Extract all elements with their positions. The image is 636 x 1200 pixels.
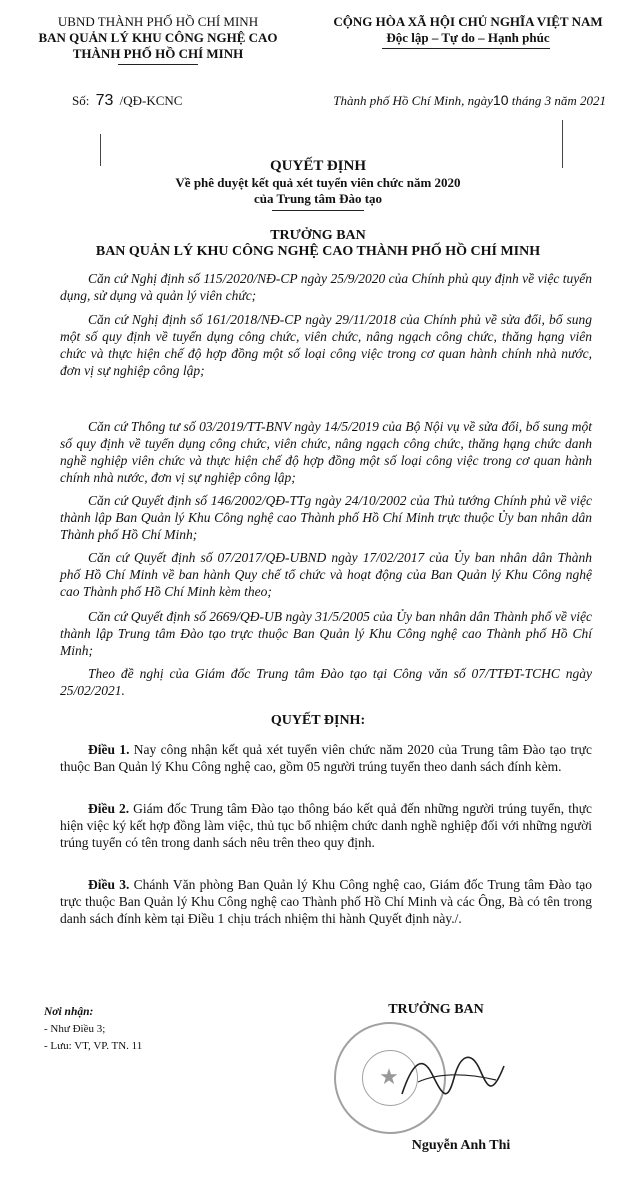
authority-name: BAN QUẢN LÝ KHU CÔNG NGHỆ CAO THÀNH PHỐ HỒ CHÍ MINH	[95, 244, 541, 259]
legal-basis: Căn cứ Quyết định số 146/2002/QĐ-TTg ngày 24/10/2002 của Thủ tướng Chính phủ về việc thành lập Ban Quản lý Khu Công nghệ cao Thành phố Hồ Chí Minh trực thuộc Ủy ban nhân dân Thành phố Hồ Chí Minh;	[60, 493, 592, 542]
legal-basis: Căn cứ Nghị định số 161/2018/NĐ-CP ngày 29/11/2018 của Chính phủ về sửa đổi, bổ sung một số quy định về tuyển dụng công chức, viên chức, nâng ngạch công chức, thăng hạng viên chức và thực hiện chế độ hợp đồng một số loại công việc trong cơ quan hành chính nhà nước, đơn vị sự nghiệp công lập;	[60, 312, 592, 378]
issue-date	[333, 92, 606, 109]
article-label: Điều 3.	[88, 877, 130, 892]
date-rest: tháng 3 năm 2021	[508, 93, 606, 108]
issuing-agency	[28, 14, 288, 62]
agency-name: BAN QUẢN LÝ KHU CÔNG NGHỆ CAO	[38, 30, 278, 45]
article-label: Điều 2.	[88, 801, 130, 816]
recipient-item: - Lưu: VT, VP. TN. 11	[44, 1040, 143, 1052]
legal-basis: Theo đề nghị của Giám đốc Trung tâm Đào tạo tại Công văn số 07/TTĐT-TCHC ngày 25/02/2021.	[60, 666, 592, 698]
national-motto	[318, 14, 618, 46]
legal-basis: Căn cứ Nghị định số 115/2020/NĐ-CP ngày 25/9/2020 của Chính phủ quy định về việc tuyển dụng, sử dụng và quản lý viên chức;	[60, 271, 592, 303]
signer-title: TRƯỞNG BAN	[388, 1002, 484, 1017]
title-underline	[272, 210, 364, 211]
agency-city: THÀNH PHỐ HỒ CHÍ MINH	[72, 46, 244, 61]
document-subtitle-2: của Trung tâm Đào tạo	[253, 191, 383, 206]
legal-basis: Căn cứ Quyết định số 07/2017/QĐ-UBND ngày 17/02/2017 của Ủy ban nhân dân Thành phố Hồ Chí Minh về ban hành Quy chế tổ chức và hoạt động của Ban Quản lý Khu Công nghệ cao Thành phố Hồ Chí Minh kèm theo;	[60, 550, 592, 599]
document-subtitle: Về phê duyệt kết quả xét tuyển viên chức năm 2020	[175, 175, 461, 190]
recipient-item: - Như Điều 3;	[44, 1023, 106, 1035]
recipients	[44, 1004, 142, 1055]
legal-basis: Căn cứ Thông tư số 03/2019/TT-BNV ngày 14/5/2019 của Bộ Nội vụ về sửa đổi, bổ sung một số quy định về tuyển dụng công chức, viên chức, nâng ngạch công chức, thăng hạng chức danh nghề nghiệp viên chức và thực hiện chế độ hợp đồng một số loại công việc trong cơ quan hành chính nhà nước, đơn vị sự nghiệp công lập;	[60, 419, 592, 485]
article-1	[60, 741, 592, 775]
authority-title: TRƯỞNG BAN	[270, 228, 366, 243]
document-number	[72, 92, 182, 110]
article-text: Nay công nhận kết quả xét tuyển viên chức năm 2020 của Trung tâm Đào tạo trực thuộc Ban Quản lý Khu Công nghệ cao, gồm 05 người trúng tuyển theo danh sách đính kèm.	[60, 742, 592, 774]
motto: Độc lập – Tự do – Hạnh phúc	[386, 30, 550, 45]
star-icon: ★	[379, 1065, 399, 1090]
doc-number-prefix: Số:	[72, 93, 90, 108]
article-text: Giám đốc Trung tâm Đào tạo thông báo kết quả đến những người trúng tuyển, thực hiện việc ký kết hợp đồng làm việc, thủ tục bổ nhiệm chức danh nghề nghiệp đối với những người trúng tuyển có tên trong danh sách nêu trên theo quy định.	[60, 801, 592, 850]
article-label: Điều 1.	[88, 742, 130, 757]
doc-number-suffix: /QĐ-KCNC	[119, 93, 183, 108]
recipients-heading: Nơi nhận:	[44, 1006, 94, 1018]
agency-parent: UBND THÀNH PHỐ HỒ CHÍ MINH	[57, 14, 259, 29]
decision-heading: QUYẾT ĐỊNH:	[270, 713, 366, 728]
signer-name: Nguyễn Anh Thi	[411, 1138, 511, 1153]
doc-number-value: 73	[95, 92, 114, 109]
legal-basis: Căn cứ Quyết định số 2669/QĐ-UB ngày 31/5/2005 của Ủy ban nhân dân Thành phố về việc thành lập Trung tâm Đào tạo trực thuộc Ban Quản lý Khu Công nghệ cao Thành phố Hồ Chí Minh;	[60, 609, 592, 658]
document-title: QUYẾT ĐỊNH	[270, 158, 366, 174]
article-text: Chánh Văn phòng Ban Quản lý Khu Công nghệ cao, Giám đốc Trung tâm Đào tạo trực thuộc Ban Quản lý Khu Công nghệ cao Thành phố Hồ Chí Minh và các Ông, Bà có tên trong danh sách đính kèm tại Điều 1 chịu trách nhiệm thi hành Quyết định này./.	[60, 877, 593, 926]
motto-underline	[382, 48, 550, 49]
country-name: CỘNG HÒA XÃ HỘI CHỦ NGHĨA VIỆT NAM	[333, 14, 603, 29]
agency-underline	[118, 64, 198, 65]
date-day: 10	[492, 92, 509, 108]
handwritten-signature	[392, 1044, 512, 1114]
date-place: Thành phố Hồ Chí Minh, ngày	[333, 93, 493, 108]
article-2	[60, 800, 592, 851]
article-3	[60, 876, 592, 927]
